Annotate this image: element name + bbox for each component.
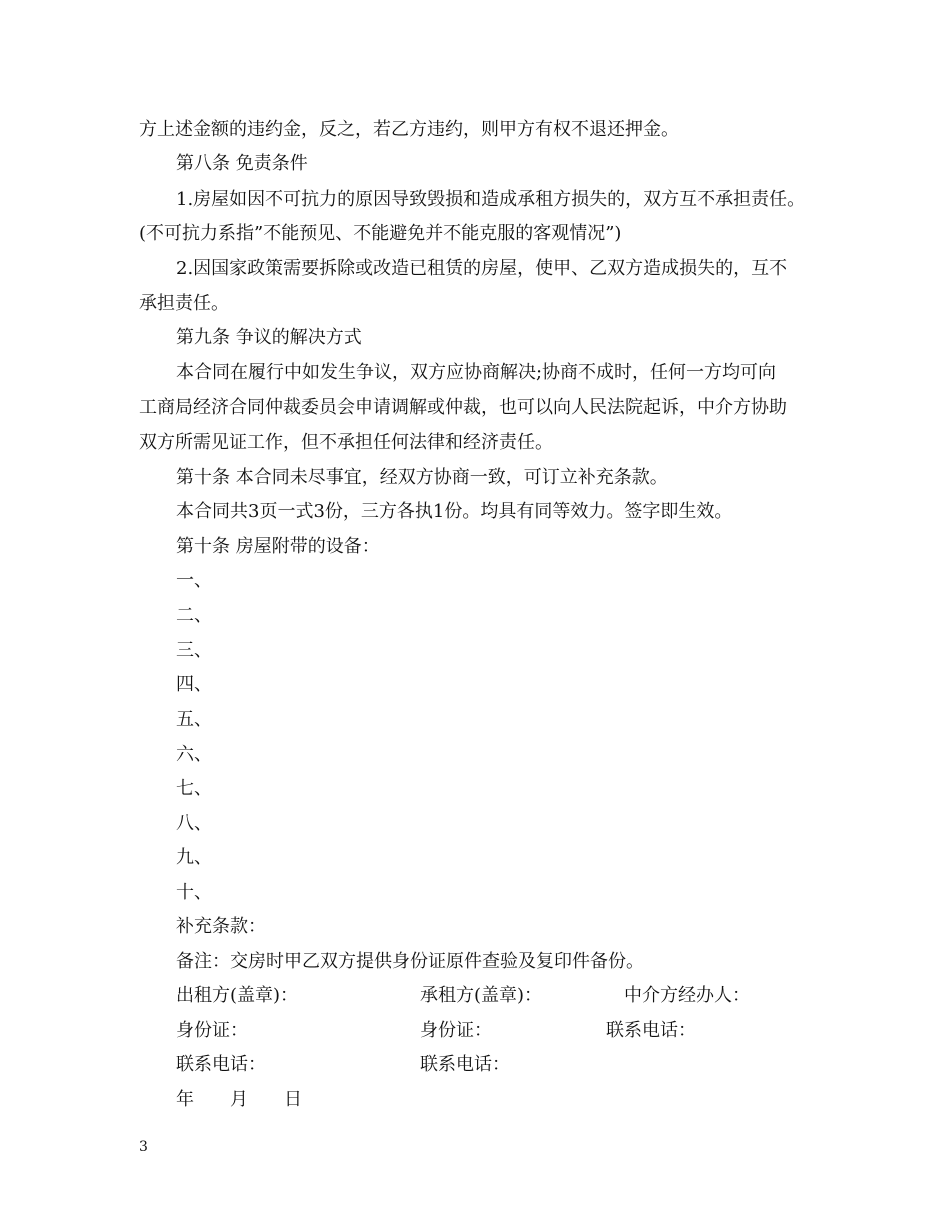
lessee-phone-label: 联系电话：: [420, 1054, 510, 1075]
list-item: 六、: [176, 744, 212, 765]
article-heading: 第九条 争议的解决方式: [176, 327, 362, 348]
list-item: 四、: [176, 674, 212, 695]
article-heading: 第八条 免责条件: [176, 153, 308, 174]
list-item: 七、: [176, 778, 212, 799]
agent-label: 中介方经办人：: [624, 985, 750, 1006]
list-item: 三、: [176, 640, 212, 661]
lessor-id-label: 身份证：: [176, 1020, 248, 1041]
paragraph-line: 2.因国家政策需要拆除或改造已租赁的房屋，使甲、乙双方造成损失的，互不: [176, 258, 788, 279]
list-item: 五、: [176, 709, 212, 730]
lessee-id-label: 身份证：: [420, 1020, 492, 1041]
lessor-seal-label: 出租方(盖章)：: [176, 985, 299, 1006]
page-number: 3: [139, 1139, 148, 1155]
list-item: 八、: [176, 813, 212, 834]
paragraph-line: 1.房屋如因不可抗力的原因导致毁损和造成承租方损失的，双方互不承担责任。: [176, 189, 806, 210]
paragraph-line: 承担责任。: [139, 293, 229, 314]
paragraph-line: 方上述金额的违约金，反之，若乙方违约，则甲方有权不退还押金。: [139, 119, 679, 140]
paragraph-line: 本合同共3页一式3份，三方各执1份。均具有同等效力。签字即生效。: [176, 501, 733, 522]
list-item: 一、: [176, 570, 212, 591]
remark-line: 备注：交房时甲乙双方提供身份证原件查验及复印件备份。: [176, 951, 644, 972]
list-item: 二、: [176, 605, 212, 626]
lessor-phone-label: 联系电话：: [176, 1054, 266, 1075]
paragraph-line: 工商局经济合同仲裁委员会申请调解或仲裁，也可以向人民法院起诉，中介方协助: [139, 397, 787, 418]
article-heading: 第十条 本合同未尽事宜，经双方协商一致，可订立补充条款。: [176, 467, 668, 488]
list-item: 十、: [176, 882, 212, 903]
agent-phone-label: 联系电话：: [606, 1020, 696, 1041]
date-line: 年 月 日: [176, 1089, 302, 1110]
paragraph-line: 本合同在履行中如发生争议，双方应协商解决;协商不成时，任何一方均可向: [176, 362, 777, 383]
lessee-seal-label: 承租方(盖章)：: [420, 985, 543, 1006]
article-heading: 第十条 房屋附带的设备：: [176, 536, 380, 557]
list-item: 九、: [176, 847, 212, 868]
paragraph-line: 双方所需见证工作，但不承担任何法律和经济责任。: [139, 432, 553, 453]
paragraph-line: (不可抗力系指”不能预见、不能避免并不能克服的客观情况”): [139, 223, 622, 244]
paragraph-line: 补充条款：: [176, 916, 266, 937]
